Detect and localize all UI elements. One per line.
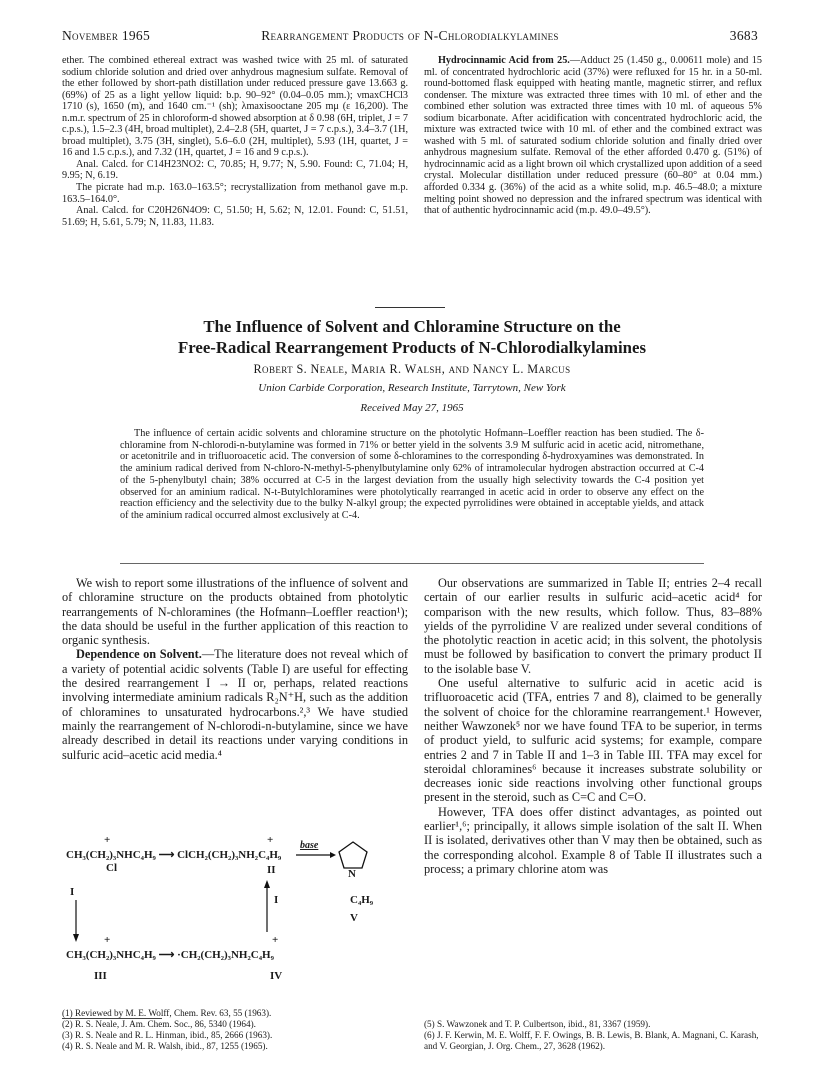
scheme-cl: Cl xyxy=(106,862,117,874)
plus-sign: + xyxy=(272,934,279,946)
scheme-reaction-2: CH₃(CH₂)₃NHC₄H₉ ⟶ ·CH₂(CH₂)₃NH₂C₄H₉ xyxy=(66,949,274,961)
affiliation: Union Carbide Corporation, Research Institute, Tarrytown, New York xyxy=(258,382,566,394)
scheme-base-label: base xyxy=(300,840,319,851)
abstract-text: The influence of certain acidic solvents and chloramine structure on the photolytic Hofmann–Loeffler reaction has been studied. The δ-chloramine from N-chlorodi-n-butylamine was formed in 71% or better yield in the solvents 3.9 M sulfuric acid in acetic acid, nitromethane, or acetonitrile and in trifluoroacetic acid. The conversion of some δ-chloramines to the corresponding δ-hydroxyamines was demonstrated. In the aminium radical derived from N-chloro-N-methyl-5-phenylbutylamine only 62% of intramolecular hydrogen abstraction occurred at C-4 of the 5-phenylbutyl chain; 38% occurred at C-5 in the largest deviation from the usually high selectivity towards the C-4 position yet observed for an aminium radical. N-t-Butylchloramines were photolytically rearranged in acetic acid in order to observe any effect on the reaction efficiency and the selectivity due to the bulky N-alkyl group; the expected pyrrolidines were obtained in acceptable yields, and attack of the aminium radical occurred almost exclusively at C-4. xyxy=(120,428,704,521)
prev-paragraph: ether. The combined ethereal extract was washed twice with 25 ml. of saturated sodium chloride solution and dried over anhydrous magnesium sulfate. Removal of the ether followed by short-path distillation under reduced pressure gave 13.663 g. (69%) of 25 as a light yellow liquid: b.p. 90–92° (0.04–0.05 mm.); νmaxCHCl3 1710 (s), 1650 (m), and 1640 cm.⁻¹ (sh); λmaxisooctane 205 mμ (ε 16,200). The n.m.r. spectrum of 25 in chloroform-d showed absorption at δ 0.98 (6H, triplet, J = 7 c.p.s.), 1.5–2.3 (4H, broad multiplet), 2.4–2.8 (5H, quartet, J = 7 c.p.s.), 3.4–3.7 (1H, broad multiplet), 3.75 (3H, singlet), 5.6–6.0 (2H, multiplet), 5.93 (1H, quartet, J = 16 and 1.5 c.p.s.), and 7.32 (1H, quartet, J = 16 and 9 c.p.s.). xyxy=(62,55,408,159)
reaction-scheme xyxy=(62,834,408,992)
prev-article-left-column xyxy=(62,55,408,228)
received-date: Received May 27, 1965 xyxy=(360,402,464,414)
arrow-icon xyxy=(296,851,336,859)
prev-hydrocinnamic-text: —Adduct 25 (1.450 g., 0.00611 mole) and 15 ml. of concentrated hydrochloric acid (37%) were refluxed for 15 hr. in a 50-ml. round-bottomed flask equipped with heating mantle, magnetic stirrer, and reflux condenser. The mixture was extracted three times with 10 ml. of ether and the combined ether solution was extracted three times with 10 ml. of aqueous 5% sodium bicarbonate. After acidification with concentrated hydrochloric acid, the mixture was extracted twice with 10 ml. of ether and the combined extract was washed with 5 ml. of saturated sodium chloride solution and finally dried over anhydrous magnesium sulfate. Removal of the ether afforded 0.470 g. (51%) of hydrocinnamic acid as a light brown oil which crystallized upon addition of a seed crystal. Molecular distillation under reduced pressure (60–80° at 0.04 mm.) afforded 0.334 g. (36%) of the acid as a white solid, m.p. 46.5–48.0; a mixture melting point showed no depression and the infrared spectrum was identical with that of authentic hydrocinnamic acid (m.p. 49.0–49.5°). xyxy=(424,55,762,217)
article-title xyxy=(62,316,762,358)
up-arrow-icon xyxy=(262,880,272,932)
running-header xyxy=(62,28,758,44)
article-separator xyxy=(375,307,445,308)
tfa-paragraph: One useful alternative to sulfuric acid in acetic acid is trifluoroacetic acid (TFA, entries 7 and 8), claimed to be generally the solvent of choice for the chloramine rearrangement.¹ However, neither Wawzonek⁵ nor we have found TFA to be superior, in terms of product yield, to sulfuric acid systems; for example, compare entries 2 and 7 in Table II and 1–3 in Table III. TFA may excel for steroidal chloramines⁶ because it increases substrate solubility or decreases ionic side reactions involving other functional groups present in the steroid, such as C=C and C=O. xyxy=(424,676,762,805)
scheme-v: V xyxy=(350,912,358,924)
title-line-2: Free-Radical Rearrangement Products of N-Chlorodialkylamines xyxy=(178,338,646,357)
authors: Robert S. Neale, Maria R. Walsh, and Nancy L. Marcus xyxy=(253,362,571,376)
abstract xyxy=(120,428,704,522)
scheme-ii: II xyxy=(267,864,276,876)
footnote-1: (1) Reviewed by M. E. Wolff, Chem. Rev. 63, 55 (1963). xyxy=(62,1008,272,1018)
abstract-rule xyxy=(120,563,704,564)
tfa-advantages-paragraph: However, TFA does offer distinct advantages, as pointed out earlier¹,⁶; principally, it allows simple isolation of the salt II. When II is isolated, derivatives other than V may then be obtained, such as the corresponding alcohol. Example 8 of Table II illustrates such a process; a primary chlorine atom was xyxy=(424,804,762,876)
header-date: November 1965 xyxy=(62,28,151,43)
footnote-6: (6) J. F. Kerwin, M. E. Wolff, F. F. Owings, B. B. Lewis, B. Blank, A. Magnani, C. Karash, and V. Georgian, J. Org. Chem., 27, 3628 (1962). xyxy=(424,1030,759,1051)
intro-paragraph: We wish to report some illustrations of the influence of solvent and of chloramine structure on the products obtained from photolytic rearrangements of N-chloramines (the Hofmann–Loeffler reaction¹); the data should be useful in the further application of this reaction to organic synthesis. xyxy=(62,576,408,648)
prev-analysis: Anal. Calcd. for C14H23NO2: C, 70.85; H, 9.77; N, 5.90. Found: C, 71.04; H, 9.95; N, 6.19. xyxy=(62,158,408,182)
scheme-n: N xyxy=(348,868,356,880)
scheme-iii: III xyxy=(94,970,107,982)
solvent-text: —The literature does not reveal which of a variety of potential acidic solvents (Table I) are useful for effecting the desired rearrangement I → II or, perhaps, related reactions involving intermediate aminium radicals R₂N⁺H, such as the addition of chloramines to unsaturated hydrocarbons.²,³ We have studied mainly the rearrangement of N-chlorodi-n-butylamine, since we have already described in detail its reactions under varying conditions in sulfuric acid–acetic acid media.⁴ xyxy=(62,647,408,762)
footnotes-right xyxy=(424,1019,762,1052)
body-right-column xyxy=(424,576,762,876)
title-line-1: The Influence of Solvent and Chloramine Structure on the xyxy=(203,317,621,336)
header-title: Rearrangement Products of N-Chlorodialkylamines xyxy=(261,28,559,43)
down-arrow-icon xyxy=(71,900,81,942)
footnote-2: (2) R. S. Neale, J. Am. Chem. Soc., 86, 5340 (1964). xyxy=(62,1019,256,1029)
footnote-5: (5) S. Wawzonek and T. P. Culbertson, ibid., 81, 3367 (1959). xyxy=(424,1019,651,1029)
footnote-4: (4) R. S. Neale and M. R. Walsh, ibid., 87, 1255 (1965). xyxy=(62,1041,268,1051)
scheme-i-small: I xyxy=(274,894,279,906)
body-left-column xyxy=(62,576,408,762)
scheme-iv: IV xyxy=(270,970,283,982)
prev-section-head: Hydrocinnamic Acid from 25. xyxy=(438,55,570,66)
plus-sign: + xyxy=(267,834,274,846)
prev-analysis-2: Anal. Calcd. for C20H26N4O9: C, 51.50; H, 5.62; N, 12.01. Found: C, 51.51, 51.69; H, 5.61, 5.79; N, 11.83, 11.83. xyxy=(62,205,408,228)
plus-sign: + xyxy=(104,834,111,846)
footnotes-left xyxy=(62,1008,408,1052)
scheme-i: I xyxy=(70,886,75,898)
plus-sign: + xyxy=(104,934,111,946)
observations-paragraph: Our observations are summarized in Table II; entries 2–4 recall certain of our earlier results in sulfuric acid–acetic acid⁴ for comparison with the new results, which follow. Thus, 83–88% yields of the pyrrolidine V are realized under several conditions of the photolytic reaction in acetic acid; in this solvent, the photolysis must be followed by basification to convert the primary product II to the isolable base V. xyxy=(424,576,762,676)
solvent-paragraph xyxy=(62,647,408,761)
prev-picrate: The picrate had m.p. 163.0–163.5°; recrystallization from methanol gave m.p. 163.5–164.0°. xyxy=(62,182,408,205)
scheme-c4h9: C₄H₉ xyxy=(350,894,374,906)
scheme-reaction-1: CH₃(CH₂)₃NHC₄H₉ ⟶ ClCH₂(CH₂)₃NH₂C₄H₉ xyxy=(66,849,282,861)
prev-hydrocinnamic-paragraph xyxy=(424,55,762,217)
footnote-3: (3) R. S. Neale and R. L. Hinman, ibid., 85, 2666 (1963). xyxy=(62,1030,273,1040)
prev-article-right-column xyxy=(424,55,762,217)
page-number: 3683 xyxy=(729,28,758,43)
section-head-solvent: Dependence on Solvent. xyxy=(76,647,202,662)
